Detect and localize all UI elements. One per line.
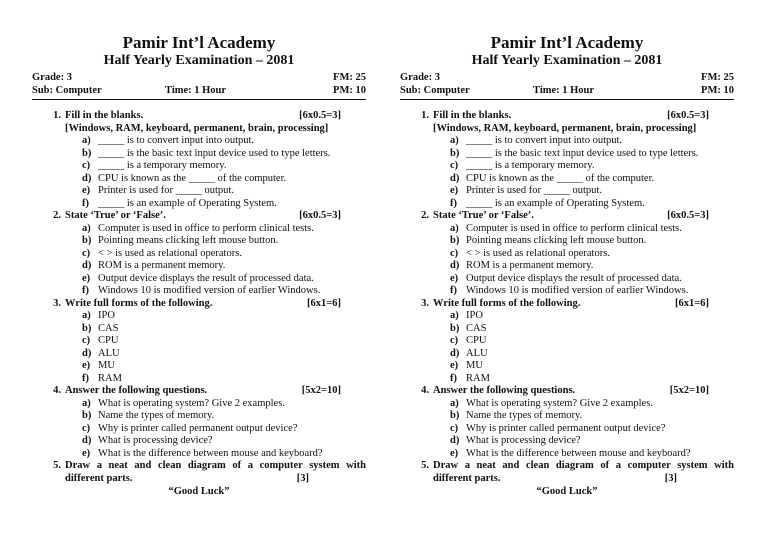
question-item bbox=[400, 235, 734, 248]
question-item bbox=[32, 248, 366, 261]
question-item bbox=[32, 410, 366, 423]
question-item bbox=[32, 235, 366, 248]
item-text: Printer is used for _____ output. bbox=[466, 185, 602, 196]
item-label: e) bbox=[82, 447, 91, 459]
question-marks: [6x0.5=3] bbox=[667, 110, 709, 121]
item-text: Windows 10 is modified version of earlier Windows. bbox=[98, 285, 321, 296]
question-title: Draw a neat and clean diagram of a computer system with bbox=[433, 460, 734, 471]
question-heading bbox=[32, 385, 366, 398]
question-number: 1. bbox=[421, 110, 429, 121]
item-label: b) bbox=[450, 410, 460, 421]
question-item bbox=[400, 248, 734, 261]
item-label: f) bbox=[82, 197, 89, 209]
question-5 bbox=[400, 460, 734, 485]
full-marks-label: FM: 25 bbox=[333, 72, 366, 83]
item-label: e) bbox=[82, 272, 91, 284]
item-text: What is the difference between mouse and keyboard? bbox=[466, 447, 691, 459]
item-text: What is operating system? Give 2 examples. bbox=[98, 397, 285, 409]
exam-title: Half Yearly Examination – 2081 bbox=[471, 53, 663, 68]
item-label: c) bbox=[450, 422, 459, 434]
question-item bbox=[32, 285, 366, 298]
item-label: d) bbox=[450, 435, 460, 446]
question-item bbox=[32, 348, 366, 361]
question-item bbox=[400, 135, 734, 148]
item-text: MU bbox=[98, 360, 115, 371]
item-text: _____ is a temporary memory. bbox=[98, 160, 227, 171]
question-marks: [6x0.5=3] bbox=[299, 110, 341, 121]
item-label: a) bbox=[450, 135, 459, 146]
item-text: _____ is a temporary memory. bbox=[466, 160, 595, 171]
pass-marks-label: PM: 10 bbox=[333, 85, 366, 96]
question-number: 4. bbox=[53, 385, 61, 396]
question-title: Write full forms of the following. bbox=[65, 297, 213, 309]
question-heading bbox=[400, 110, 734, 123]
question-marks: [5x2=10] bbox=[301, 385, 341, 396]
question-heading bbox=[32, 210, 366, 223]
word-bank: [Windows, RAM, keyboard, permanent, brain, processing] bbox=[433, 122, 697, 134]
question-marks: [6x1=6] bbox=[307, 297, 341, 309]
question-item bbox=[32, 310, 366, 323]
question-title: State ‘True’ or ‘False’. bbox=[65, 210, 166, 221]
item-text: < > is used as relational operators. bbox=[98, 247, 242, 259]
question-heading bbox=[32, 110, 366, 123]
item-text: IPO bbox=[466, 310, 483, 321]
item-label: d) bbox=[450, 172, 460, 184]
question-marks: [3] bbox=[296, 472, 309, 484]
subject-label: Sub: Computer bbox=[32, 85, 102, 96]
item-text: Output device displays the result of processed data. bbox=[98, 272, 314, 284]
question-item bbox=[400, 285, 734, 298]
question-item bbox=[400, 323, 734, 336]
item-label: e) bbox=[82, 185, 91, 196]
exam-sheet-right bbox=[400, 33, 734, 499]
question-item bbox=[400, 310, 734, 323]
item-text: _____ is the basic text input device used to type letters. bbox=[466, 147, 699, 159]
question-item bbox=[400, 260, 734, 273]
question-5 bbox=[32, 460, 366, 485]
question-item bbox=[32, 135, 366, 148]
item-text: ALU bbox=[98, 347, 120, 359]
item-text: What is operating system? Give 2 examples. bbox=[466, 397, 653, 409]
question-item bbox=[400, 360, 734, 373]
item-label: b) bbox=[82, 147, 92, 159]
item-label: c) bbox=[450, 160, 459, 171]
question-marks: [6x0.5=3] bbox=[299, 210, 341, 221]
item-label: e) bbox=[450, 447, 459, 459]
question-number: 4. bbox=[421, 385, 429, 396]
questions bbox=[400, 110, 734, 499]
item-label: a) bbox=[450, 310, 459, 321]
item-label: e) bbox=[82, 360, 91, 371]
item-text: ROM is a permanent memory. bbox=[98, 260, 226, 271]
question-item bbox=[32, 435, 366, 448]
question-item bbox=[400, 410, 734, 423]
question-item bbox=[32, 423, 366, 436]
item-label: e) bbox=[450, 185, 459, 196]
item-text: Computer is used in office to perform clinical tests. bbox=[466, 222, 682, 234]
item-text: _____ is to convert input into output. bbox=[466, 135, 623, 146]
question-item bbox=[32, 148, 366, 161]
question-heading bbox=[32, 298, 366, 311]
question-item bbox=[400, 198, 734, 211]
question-title: Fill in the blanks. bbox=[433, 110, 512, 121]
question-item bbox=[400, 335, 734, 348]
question-item bbox=[32, 185, 366, 198]
question-item bbox=[32, 260, 366, 273]
item-label: c) bbox=[82, 422, 91, 434]
question-title: Fill in the blanks. bbox=[65, 110, 144, 121]
question-item bbox=[32, 448, 366, 461]
item-label: c) bbox=[82, 335, 91, 346]
question-marks: [6x1=6] bbox=[675, 297, 709, 309]
item-label: b) bbox=[82, 410, 92, 421]
item-text: CPU is known as the _____ of the computer. bbox=[466, 172, 655, 184]
question-item bbox=[32, 335, 366, 348]
time-label: Time: 1 Hour bbox=[165, 85, 227, 96]
item-label: d) bbox=[450, 347, 460, 359]
item-text: Name the types of memory. bbox=[466, 410, 583, 421]
question-item bbox=[400, 273, 734, 286]
item-text: What is the difference between mouse and keyboard? bbox=[98, 447, 323, 459]
header-divider bbox=[400, 99, 734, 100]
question-title-cont: different parts. bbox=[433, 472, 501, 484]
question-number: 5. bbox=[421, 460, 429, 471]
question-item bbox=[400, 448, 734, 461]
item-label: b) bbox=[450, 235, 460, 246]
item-text: CAS bbox=[466, 322, 487, 334]
item-text: CPU is known as the _____ of the computer. bbox=[98, 172, 287, 184]
item-text: Why is printer called permanent output device? bbox=[466, 422, 666, 434]
item-text: Pointing means clicking left mouse button. bbox=[98, 235, 279, 246]
item-label: a) bbox=[82, 310, 91, 321]
word-bank: [Windows, RAM, keyboard, permanent, brain, processing] bbox=[65, 122, 329, 134]
question-item bbox=[400, 148, 734, 161]
question-item bbox=[32, 223, 366, 236]
item-text: < > is used as relational operators. bbox=[466, 247, 610, 259]
item-text: What is processing device? bbox=[466, 435, 581, 446]
question-item bbox=[32, 273, 366, 286]
item-label: f) bbox=[450, 197, 457, 209]
item-label: a) bbox=[82, 222, 91, 234]
question-number: 1. bbox=[53, 110, 61, 121]
school-name: Pamir Int’l Academy bbox=[122, 33, 276, 52]
header-divider bbox=[32, 99, 366, 100]
item-label: d) bbox=[82, 435, 92, 446]
item-label: b) bbox=[82, 322, 92, 334]
grade-label: Grade: 3 bbox=[400, 72, 440, 83]
question-number: 5. bbox=[53, 460, 61, 471]
question-item bbox=[400, 173, 734, 186]
question-number: 2. bbox=[53, 210, 61, 221]
question-item bbox=[400, 423, 734, 436]
exam-meta bbox=[32, 71, 366, 97]
exam-sheet-left bbox=[32, 33, 366, 499]
item-text: IPO bbox=[98, 310, 115, 321]
question-item bbox=[400, 185, 734, 198]
question-item bbox=[400, 160, 734, 173]
item-label: d) bbox=[82, 260, 92, 271]
item-label: c) bbox=[82, 247, 91, 259]
full-marks-label: FM: 25 bbox=[701, 72, 734, 83]
question-number: 2. bbox=[421, 210, 429, 221]
item-text: _____ is an example of Operating System. bbox=[466, 197, 645, 209]
question-heading bbox=[400, 210, 734, 223]
item-label: f) bbox=[82, 285, 89, 296]
item-label: f) bbox=[82, 372, 89, 384]
item-text: Output device displays the result of processed data. bbox=[466, 272, 682, 284]
question-item bbox=[32, 160, 366, 173]
question-marks: [6x0.5=3] bbox=[667, 210, 709, 221]
subject-label: Sub: Computer bbox=[400, 85, 470, 96]
item-text: RAM bbox=[466, 372, 490, 384]
question-item bbox=[32, 373, 366, 386]
question-title-cont: different parts. bbox=[65, 472, 133, 484]
question-title: State ‘True’ or ‘False’. bbox=[433, 210, 534, 221]
item-text: _____ is to convert input into output. bbox=[98, 135, 255, 146]
item-label: c) bbox=[450, 335, 459, 346]
item-label: f) bbox=[450, 372, 457, 384]
question-title: Draw a neat and clean diagram of a computer system with bbox=[65, 460, 366, 471]
item-label: b) bbox=[450, 147, 460, 159]
question-title: Write full forms of the following. bbox=[433, 297, 581, 309]
item-text: _____ is an example of Operating System. bbox=[98, 197, 277, 209]
question-marks: [5x2=10] bbox=[669, 385, 709, 396]
item-text: Windows 10 is modified version of earlier Windows. bbox=[466, 285, 689, 296]
item-label: e) bbox=[450, 360, 459, 371]
questions bbox=[32, 110, 366, 499]
question-item bbox=[400, 435, 734, 448]
question-number: 3. bbox=[53, 297, 61, 309]
item-text: ROM is a permanent memory. bbox=[466, 260, 594, 271]
question-marks: [3] bbox=[664, 472, 677, 484]
item-label: d) bbox=[82, 347, 92, 359]
question-item bbox=[400, 223, 734, 236]
item-label: b) bbox=[450, 322, 460, 334]
question-item bbox=[400, 398, 734, 411]
question-item bbox=[32, 398, 366, 411]
exam-title: Half Yearly Examination – 2081 bbox=[103, 53, 295, 68]
item-label: a) bbox=[82, 397, 91, 409]
item-label: d) bbox=[450, 260, 460, 271]
item-text: Name the types of memory. bbox=[98, 410, 215, 421]
question-item bbox=[32, 198, 366, 211]
question-item bbox=[400, 348, 734, 361]
time-label: Time: 1 Hour bbox=[533, 85, 595, 96]
pass-marks-label: PM: 10 bbox=[701, 85, 734, 96]
item-text: MU bbox=[466, 360, 483, 371]
item-label: e) bbox=[450, 272, 459, 284]
item-label: a) bbox=[450, 397, 459, 409]
question-title: Answer the following questions. bbox=[433, 385, 576, 396]
item-label: a) bbox=[82, 135, 91, 146]
item-text: CPU bbox=[98, 335, 119, 346]
question-item bbox=[32, 173, 366, 186]
question-heading bbox=[400, 385, 734, 398]
item-text: ALU bbox=[466, 347, 488, 359]
item-text: RAM bbox=[98, 372, 122, 384]
item-text: _____ is the basic text input device used to type letters. bbox=[98, 147, 331, 159]
item-text: CAS bbox=[98, 322, 119, 334]
item-text: Why is printer called permanent output device? bbox=[98, 422, 298, 434]
grade-label: Grade: 3 bbox=[32, 72, 72, 83]
item-text: Pointing means clicking left mouse button. bbox=[466, 235, 647, 246]
good-luck-note: “Good Luck” bbox=[168, 486, 230, 497]
question-item bbox=[32, 323, 366, 336]
item-text: What is processing device? bbox=[98, 435, 213, 446]
item-text: CPU bbox=[466, 335, 487, 346]
question-item bbox=[32, 360, 366, 373]
item-label: f) bbox=[450, 285, 457, 296]
exam-meta bbox=[400, 71, 734, 97]
item-label: d) bbox=[82, 172, 92, 184]
item-label: a) bbox=[450, 222, 459, 234]
item-text: Computer is used in office to perform clinical tests. bbox=[98, 222, 314, 234]
question-item bbox=[400, 373, 734, 386]
good-luck-note: “Good Luck” bbox=[536, 486, 598, 497]
question-heading bbox=[400, 298, 734, 311]
item-label: b) bbox=[82, 235, 92, 246]
item-text: Printer is used for _____ output. bbox=[98, 185, 234, 196]
question-number: 3. bbox=[421, 297, 429, 309]
item-label: c) bbox=[82, 160, 91, 171]
question-title: Answer the following questions. bbox=[65, 385, 208, 396]
item-label: c) bbox=[450, 247, 459, 259]
school-name: Pamir Int’l Academy bbox=[490, 33, 644, 52]
